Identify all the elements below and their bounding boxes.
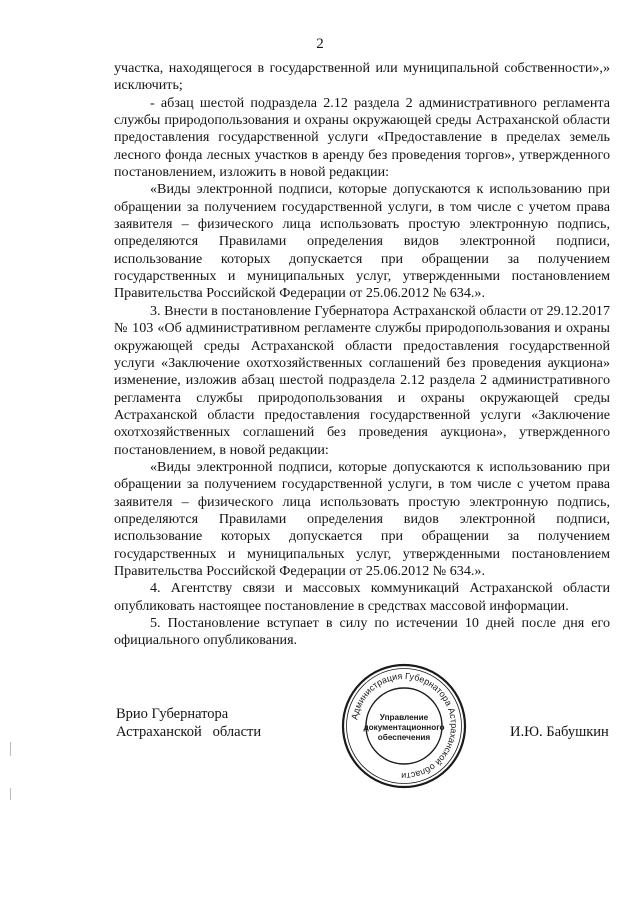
scan-margin-mark: [10, 742, 11, 756]
paragraph-quote-signature-types: «Виды электронной подписи, которые допускаются к использованию при обращении за получением государственной услуги, в том числе с учетом права заявителя – физического лица использовать простую электронную подпись, определяются Правилами определения видов электронной подписи, использование которых допускается при обращении за получением государственных и муниципальных услуг, утвержденными постановлением Правительства Российской Федерации от 25.06.2012 № 634.».: [114, 181, 610, 302]
document-body: [114, 60, 610, 650]
scan-margin-mark: [10, 788, 11, 800]
signer-position-line1: Врио Губернатора: [116, 706, 229, 722]
page-number: 2: [316, 36, 324, 52]
paragraph-item-3: 3. Внести в постановление Губернатора Астраханской области от 29.12.2017 № 103 «Об административном регламенте службы природопользования и охраны окружающей среды Астраханской области предоставления государственной услуги «Заключение охотхозяйственных соглашений без проведения аукциона» изменение, изложив абзац шестой подраздела 2.12 раздела 2 административного регламента службы природопользования и охраны окружающей среды Астраханской области предоставления государственной услуги «Заключение охотхозяйственных соглашений без проведения аукциона», утвержденного постановлением, в новой редакции:: [114, 302, 610, 458]
signer-position-line2: Астраханской области: [116, 723, 262, 740]
paragraph-amendment-2-12: - абзац шестой подраздела 2.12 раздела 2 административного регламента службы природопользования и охраны окружающей среды Астраханской области предоставления государственной услуги «Предоставление в пределах земель лесного фонда лесных участков в аренду без проведения торгов», утвержденного постановлением, изложить в новой редакции:: [114, 94, 610, 181]
paragraph-item-4: 4. Агентству связи и массовых коммуникаций Астраханской области опубликовать настоящее постановление в средствах массовой информации.: [114, 580, 610, 614]
paragraph-quote-signature-types-2: «Виды электронной подписи, которые допускаются к использованию при обращении за получением государственной услуги, в том числе с учетом права заявителя – физического лица использовать простую электронную подпись, определяются Правилами определения видов электронной подписи, использование которых допускается при обращении за получением государственных и муниципальных услуг, утвержденными постановлением Правительства Российской Федерации от 25.06.2012 № 634.».: [114, 458, 610, 579]
seal-center-line1: Управление: [379, 713, 429, 722]
paragraph-continuation: участка, находящегося в государственной или муниципальной собственности»,» исключить;: [114, 60, 610, 94]
seal-center-line2: документационного: [363, 723, 445, 732]
official-seal: [340, 662, 468, 790]
seal-ring-text: Администрация Губернатора Астраханской области: [349, 670, 460, 782]
signer-position: [116, 706, 261, 741]
seal-center-line3: обеспечения: [377, 733, 431, 742]
paragraph-item-5: 5. Постановление вступает в силу по истечении 10 дней после дня его официального опубликования.: [114, 615, 610, 649]
signer-name: И.Ю. Бабушкин: [510, 724, 609, 740]
